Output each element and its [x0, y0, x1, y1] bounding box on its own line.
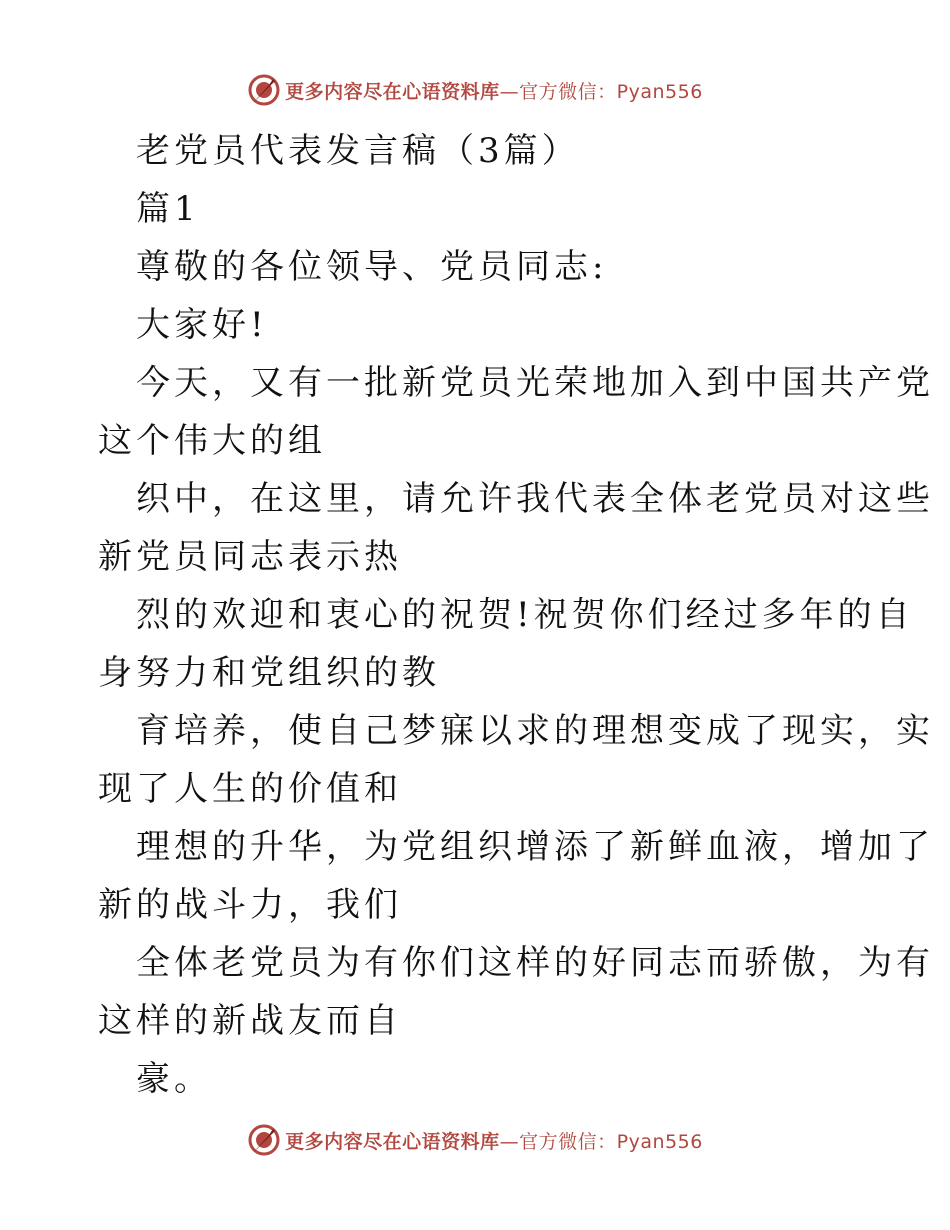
footer-banner [0, 1120, 950, 1160]
body-line: 这样的新战友而自 [98, 1001, 402, 1041]
body-line: 育培养，使自己梦寐以求的理想变成了现实，实 [136, 711, 934, 751]
footer-banner-contact: —官方微信：Pyan556 [499, 1130, 703, 1153]
body-line: 今天，又有一批新党员光荣地加入到中国共产党 [136, 363, 934, 403]
body-line: 烈的欢迎和衷心的祝贺!祝贺你们经过多年的自 [136, 595, 914, 635]
quill-seal-icon [247, 1123, 281, 1157]
body-line: 全体老党员为有你们这样的好同志而骄傲，为有 [136, 943, 934, 983]
body-line: 新的战斗力，我们 [98, 885, 402, 925]
document-body [98, 122, 934, 1108]
quill-seal-icon [247, 73, 281, 107]
header-banner [0, 70, 950, 110]
body-line: 这个伟大的组 [98, 421, 326, 461]
body-line: 现了人生的价值和 [98, 769, 402, 809]
body-line: 理想的升华，为党组织增添了新鲜血液，增加了 [136, 827, 934, 867]
body-line: 身努力和党组织的教 [98, 653, 440, 693]
salutation: 尊敬的各位领导、党员同志: [136, 247, 608, 287]
body-line: 新党员同志表示热 [98, 537, 402, 577]
body-line: 织中，在这里，请允许我代表全体老党员对这些 [136, 479, 934, 519]
greeting: 大家好! [136, 305, 268, 345]
header-banner-text: 更多内容尽在心语资料库 [285, 80, 500, 103]
section-heading: 篇1 [136, 189, 200, 229]
header-banner-contact: —官方微信：Pyan556 [499, 80, 703, 103]
document-title: 老党员代表发言稿（3篇） [136, 131, 580, 171]
body-line: 豪。 [136, 1059, 212, 1099]
footer-banner-text: 更多内容尽在心语资料库 [285, 1130, 500, 1153]
